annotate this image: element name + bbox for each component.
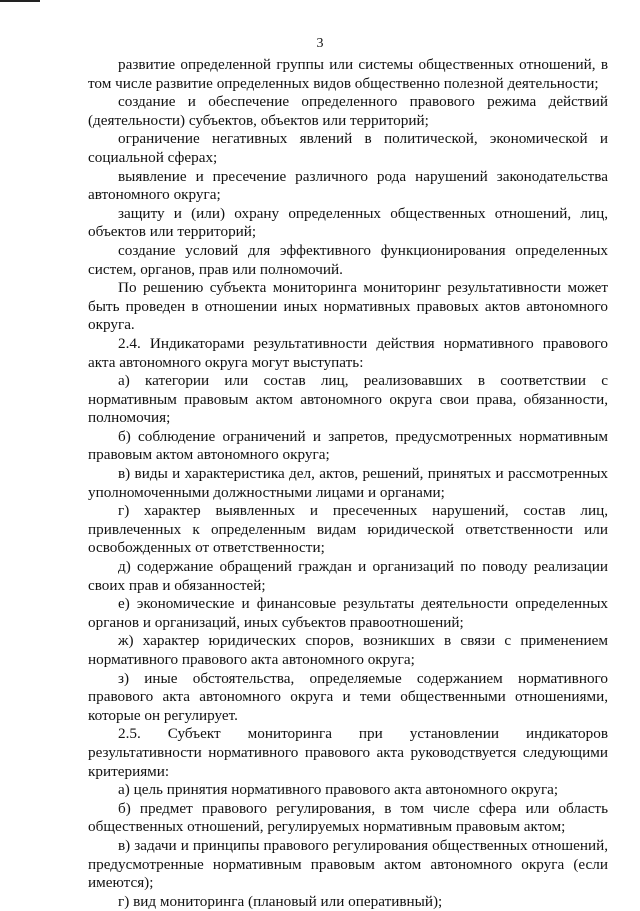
list-item: д) содержание обращений граждан и организаций по поводу реализации своих прав и обязанностей; xyxy=(88,558,608,594)
list-item: г) характер выявленных и пресеченных нарушений, состав лиц, привлеченных к определенным видам юридической ответственности или освобожденных от ответственности; xyxy=(88,502,608,557)
paragraph: защиту и (или) охрану определенных общественных отношений, лиц, объектов или территорий; xyxy=(88,204,608,241)
list-item: а) категории или состав лиц, реализовавших в соответствии с нормативным правовым актом автономного округа свои права, обязанности, полномочия; xyxy=(88,372,608,427)
list-item: б) соблюдение ограничений и запретов, предусмотренных нормативным правовым актом автономного округа; xyxy=(88,427,608,464)
list-item: з) иные обстоятельства, определяемые содержанием нормативного правового акта автономного округа и теми общественными отношениями, которые он регулирует. xyxy=(88,669,608,724)
paragraph: По решению субъекта мониторинга мониторинг результативности может быть проведен в отношении иных нормативных правовых актов автономного округа. xyxy=(88,279,608,334)
document-body xyxy=(88,56,608,911)
list-item: ж) характер юридических споров, возникших в связи с применением нормативного правового акта автономного округа; xyxy=(88,632,608,668)
section-heading-2-4: 2.4. Индикаторами результативности действия нормативного правового акта автономного округа могут выступать: xyxy=(88,334,608,371)
list-item: е) экономические и финансовые результаты деятельности определенных органов и организаций, иных субъектов правоотношений; xyxy=(88,595,608,631)
list-item: г) вид мониторинга (плановый или оперативный); xyxy=(118,892,443,910)
paragraph: развитие определенной группы или системы общественных отношений, в том числе развитие определенных видов общественно полезной деятельности; xyxy=(88,56,608,92)
list-item: б) предмет правового регулирования, в том числе сфера или область общественных отношений, регулируемых нормативным правовым актом; xyxy=(88,799,608,836)
page-number: 3 xyxy=(316,36,324,51)
list-item: а) цель принятия нормативного правового акта автономного округа; xyxy=(118,781,559,799)
paragraph: создание и обеспечение определенного правового режима действий (деятельности) субъектов, объектов или территорий; xyxy=(88,93,608,129)
section-heading-2-5: 2.5. Субъект мониторинга при установлении индикаторов результативности нормативного правового акта руководствуется следующими критериями: xyxy=(88,725,608,780)
paragraph: выявление и пресечение различного рода нарушений законодательства автономного округа; xyxy=(88,167,608,204)
scan-edge-mark xyxy=(0,0,40,2)
list-item: в) виды и характеристика дел, актов, решений, принятых и рассмотренных уполномоченными должностными лицами и органами; xyxy=(88,465,608,501)
paragraph: создание условий для эффективного функционирования определенных систем, органов, прав или полномочий. xyxy=(88,241,608,278)
list-item: в) задачи и принципы правового регулирования общественных отношений, предусмотренные нормативным правовым актом автономного округа (если имеются); xyxy=(88,836,608,892)
paragraph: ограничение негативных явлений в политической, экономической и социальной сферах; xyxy=(88,130,608,166)
